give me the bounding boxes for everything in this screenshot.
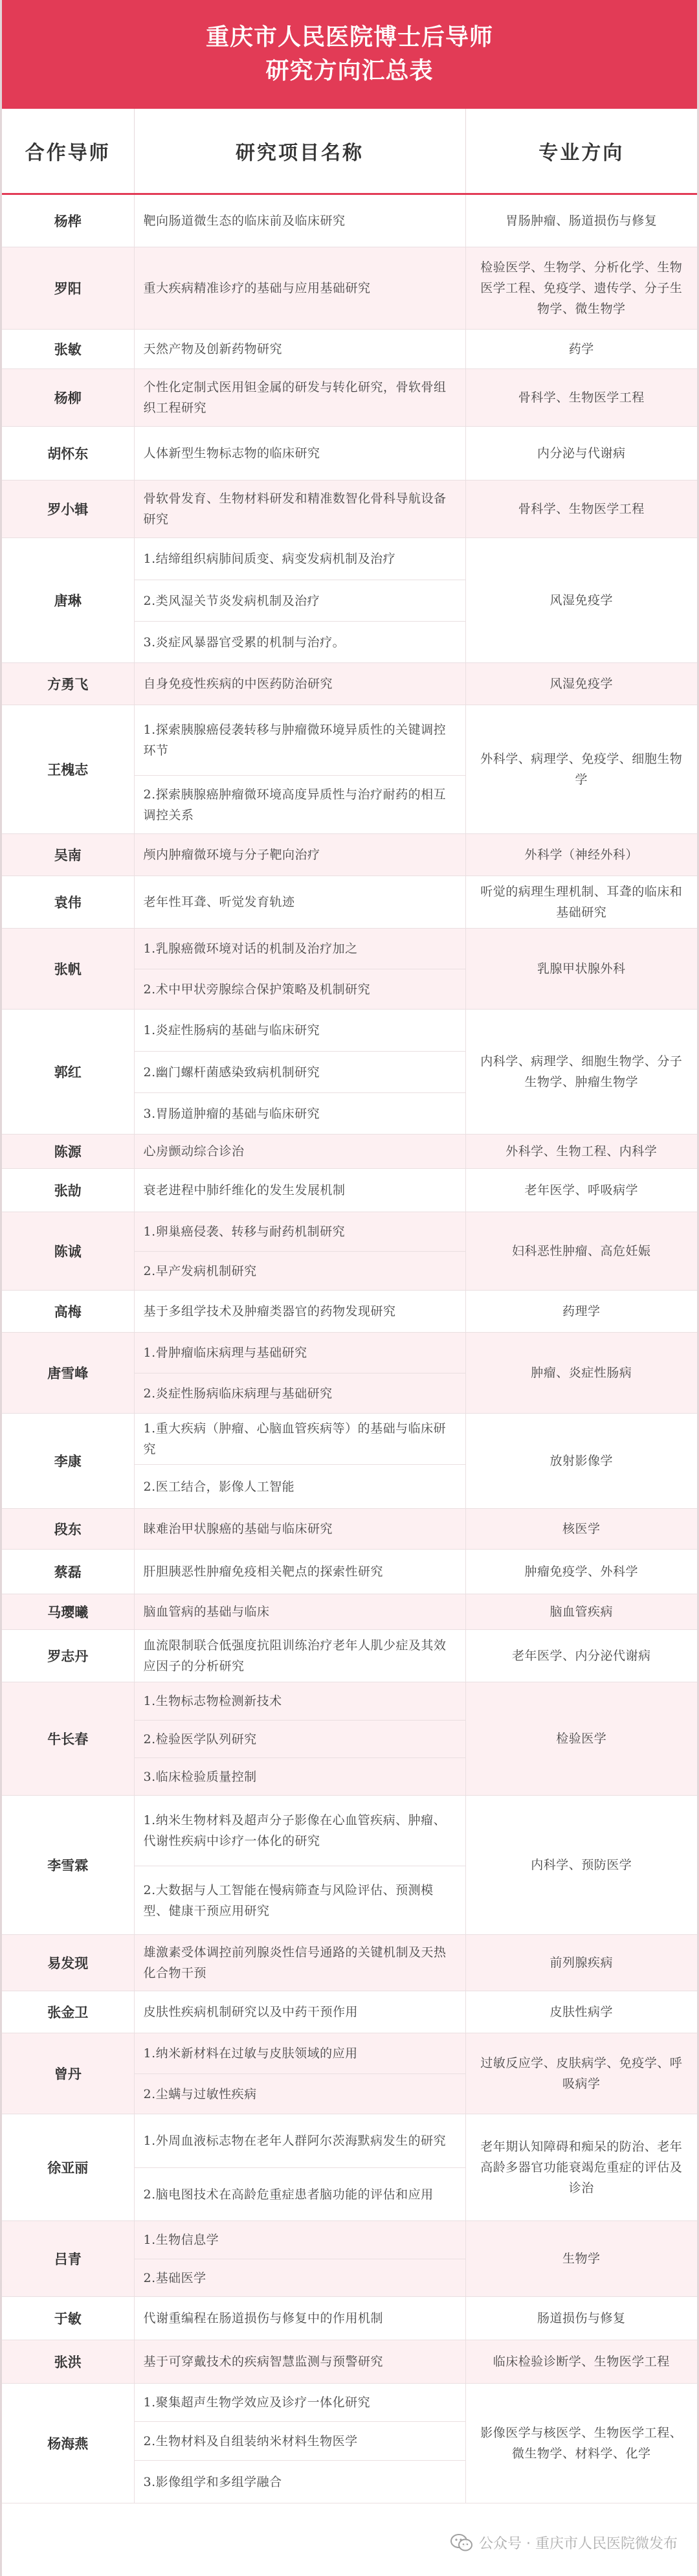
table-row — [2, 663, 697, 705]
project-cell — [134, 1550, 465, 1594]
mentor-name: 张劼 — [2, 1169, 134, 1212]
direction-cell: 药学 — [465, 330, 697, 369]
table-row — [2, 2221, 697, 2297]
project-item: 2.术中甲状旁腺综合保护策略及机制研究 — [135, 969, 465, 1009]
project-item: 心房颤动综合诊治 — [143, 1144, 245, 1158]
project-item: 2.大数据与人工智能在慢病筛查与风险评估、预测模型、健康干预应用研究 — [135, 1866, 465, 1934]
table-row — [2, 2114, 697, 2221]
direction-cell: 检验医学 — [465, 1682, 697, 1796]
project-item: 天然产物及创新药物研究 — [143, 342, 283, 356]
direction-cell: 乳腺甲状腺外科 — [465, 929, 697, 1010]
project-cell — [134, 2221, 465, 2297]
table-row — [2, 194, 697, 247]
project-item: 老年性耳聋、听觉发育轨迹 — [143, 895, 295, 909]
project-cell — [134, 834, 465, 876]
table-row — [2, 1169, 697, 1212]
project-cell — [134, 1630, 465, 1682]
header-direction: 专业方向 — [465, 109, 697, 194]
mentor-name: 高梅 — [2, 1291, 134, 1333]
mentor-name: 张敏 — [2, 330, 134, 369]
mentor-name: 吕青 — [2, 2221, 134, 2297]
mentor-name: 张金卫 — [2, 1991, 134, 2033]
project-cell — [134, 1169, 465, 1212]
table-row — [2, 876, 697, 929]
project-item: 颅内肿瘤微环境与分子靶向治疗 — [143, 848, 320, 862]
project-item: 1.卵巢癌侵袭、转移与耐药机制研究 — [143, 1225, 346, 1239]
project-item: 1.生物信息学 — [143, 2233, 219, 2247]
direction-cell: 老年期认知障碍和痴呆的防治、老年高龄多器官功能衰竭危重症的评估及诊治 — [465, 2114, 697, 2221]
mentor-name: 胡怀东 — [2, 427, 134, 480]
direction-cell: 肠道损伤与修复 — [465, 2297, 697, 2340]
mentor-name: 牛长春 — [2, 1682, 134, 1796]
project-item: 基于可穿戴技术的疾病智慧监测与预警研究 — [143, 2355, 384, 2369]
project-item: 1.重大疾病（肿瘤、心脑血管疾病等）的基础与临床研究 — [143, 1421, 447, 1456]
header-mentor: 合作导师 — [2, 109, 134, 194]
table-row — [2, 1414, 697, 1509]
mentor-name: 杨桦 — [2, 194, 134, 247]
mentor-name: 陈诚 — [2, 1212, 134, 1291]
mentor-name: 杨柳 — [2, 369, 134, 427]
mentor-name: 李康 — [2, 1414, 134, 1509]
project-cell — [134, 1414, 465, 1509]
project-item: 雄激素受体调控前列腺炎性信号通路的关键机制及天热化合物干预 — [143, 1945, 447, 1980]
project-item: 1.骨肿瘤临床病理与基础研究 — [143, 1346, 307, 1360]
direction-cell: 内分泌与代谢病 — [465, 427, 697, 480]
direction-cell: 肿瘤免疫学、外科学 — [465, 1550, 697, 1594]
project-cell — [134, 1935, 465, 1991]
direction-cell: 脑血管疾病 — [465, 1594, 697, 1630]
project-item: 2.脑电图技术在高龄危重症患者脑功能的评估和应用 — [135, 2167, 465, 2220]
project-item: 个性化定制式医用钽金属的研发与转化研究，骨软骨组织工程研究 — [143, 380, 447, 415]
direction-cell: 影像医学与核医学、生物医学工程、微生物学、材料学、化学 — [465, 2384, 697, 2503]
mentor-name: 马璎曦 — [2, 1594, 134, 1630]
mentor-name: 吴南 — [2, 834, 134, 876]
mentor-name: 王槐志 — [2, 705, 134, 834]
project-item: 1.乳腺癌微环境对话的机制及治疗加之 — [143, 942, 358, 956]
direction-cell: 检验医学、生物学、分析化学、生物医学工程、免疫学、遗传学、分子生物学、微生物学 — [465, 247, 697, 330]
project-cell — [134, 330, 465, 369]
direction-cell: 过敏反应学、皮肤病学、免疫学、呼吸病学 — [465, 2033, 697, 2114]
direction-cell: 骨科学、生物医学工程 — [465, 480, 697, 538]
direction-cell: 风湿免疫学 — [465, 538, 697, 663]
project-item: 自身免疫性疾病的中医药防治研究 — [143, 677, 333, 691]
direction-cell: 皮肤性病学 — [465, 1991, 697, 2033]
project-cell — [134, 2340, 465, 2384]
title-banner — [2, 0, 697, 109]
watermark — [447, 2531, 682, 2554]
direction-cell: 临床检验诊断学、生物医学工程 — [465, 2340, 697, 2384]
project-cell — [134, 1796, 465, 1935]
project-cell — [134, 2297, 465, 2340]
project-cell — [134, 1135, 465, 1169]
mentor-name: 段东 — [2, 1509, 134, 1550]
direction-cell: 骨科学、生物医学工程 — [465, 369, 697, 427]
project-cell — [134, 1333, 465, 1414]
table-row — [2, 834, 697, 876]
table-row — [2, 1682, 697, 1796]
direction-cell: 风湿免疫学 — [465, 663, 697, 705]
direction-cell: 核医学 — [465, 1509, 697, 1550]
project-cell — [134, 1991, 465, 2033]
project-item: 1.探索胰腺癌侵袭转移与肿瘤微环境异质性的关键调控环节 — [143, 723, 447, 758]
mentor-name: 蔡磊 — [2, 1550, 134, 1594]
project-item: 2.炎症性肠病临床病理与基础研究 — [135, 1373, 465, 1413]
project-cell — [134, 1010, 465, 1135]
project-cell — [134, 876, 465, 929]
project-cell — [134, 427, 465, 480]
direction-cell: 外科学、生物工程、内科学 — [465, 1135, 697, 1169]
project-item: 3.影像组学和多组学融合 — [135, 2460, 465, 2503]
wechat-icon — [450, 2534, 472, 2552]
table-row — [2, 1212, 697, 1291]
table-row — [2, 1550, 697, 1594]
table-row — [2, 2297, 697, 2340]
project-cell — [134, 1594, 465, 1630]
table-row — [2, 1594, 697, 1630]
table-row — [2, 369, 697, 427]
mentor-name: 袁伟 — [2, 876, 134, 929]
project-item: 血流限制联合低强度抗阻训练治疗老年人肌少症及其效应因子的分析研究 — [143, 1638, 447, 1673]
project-item: 2.生物材料及自组装纳米材料生物医学 — [135, 2421, 465, 2460]
project-cell — [134, 369, 465, 427]
mentor-name: 易发现 — [2, 1935, 134, 1991]
table-header-row — [2, 109, 697, 194]
table-row — [2, 1935, 697, 1991]
project-cell — [134, 194, 465, 247]
project-item: 骨软骨发育、生物材料研发和精准数智化骨科导航设备研究 — [143, 491, 447, 526]
project-cell — [134, 480, 465, 538]
table-row — [2, 427, 697, 480]
project-item: 2.类风湿关节炎发病机制及治疗 — [135, 580, 465, 621]
table-row — [2, 1796, 697, 1935]
table-row — [2, 1135, 697, 1169]
project-item: 重大疾病精准诊疗的基础与应用基础研究 — [143, 281, 371, 295]
table-row — [2, 1333, 697, 1414]
project-cell — [134, 2033, 465, 2114]
mentor-name: 张洪 — [2, 2340, 134, 2384]
project-item: 1.纳米生物材料及超声分子影像在心血管疾病、肿瘤、代谢性疾病中诊疗一体化的研究 — [143, 1813, 447, 1848]
title-line-1: 重庆市人民医院博士后导师 — [205, 24, 493, 51]
project-item: 1.聚集超声生物学效应及诊疗一体化研究 — [143, 2395, 371, 2410]
project-item: 皮肤性疾病机制研究以及中药干预作用 — [143, 2005, 359, 2019]
project-cell — [134, 2384, 465, 2503]
project-cell — [134, 705, 465, 834]
mentor-name: 陈源 — [2, 1135, 134, 1169]
project-item: 1.生物标志物检测新技术 — [143, 1694, 282, 1708]
project-item: 衰老进程中肺纤维化的发生发展机制 — [143, 1183, 346, 1197]
project-item: 基于多组学技术及肿瘤类器官的药物发现研究 — [143, 1304, 396, 1318]
table-row — [2, 2340, 697, 2384]
project-item: 代谢重编程在肠道损伤与修复中的作用机制 — [143, 2311, 384, 2325]
table-row — [2, 1991, 697, 2033]
table-row — [2, 480, 697, 538]
project-cell — [134, 1291, 465, 1333]
direction-cell: 老年医学、呼吸病学 — [465, 1169, 697, 1212]
project-item: 2.幽门螺杆菌感染致病机制研究 — [135, 1051, 465, 1092]
table-row — [2, 2384, 697, 2503]
table-body — [2, 194, 697, 2503]
table-row — [2, 1010, 697, 1135]
direction-cell: 前列腺疾病 — [465, 1935, 697, 1991]
direction-cell: 听觉的病理生理机制、耳聋的临床和基础研究 — [465, 876, 697, 929]
project-item: 1.纳米新材料在过敏与皮肤领域的应用 — [143, 2046, 358, 2061]
mentor-name: 张帆 — [2, 929, 134, 1010]
project-item: 2.医工结合，影像人工智能 — [135, 1464, 465, 1508]
project-item: 睐难治甲状腺癌的基础与临床研究 — [143, 1522, 333, 1536]
mentor-name: 郭红 — [2, 1010, 134, 1135]
direction-cell: 妇科恶性肿瘤、高危妊娠 — [465, 1212, 697, 1291]
direction-cell: 外科学、病理学、免疫学、细胞生物学 — [465, 705, 697, 834]
table-row — [2, 2033, 697, 2114]
mentor-name: 徐亚丽 — [2, 2114, 134, 2221]
project-cell — [134, 2114, 465, 2221]
table-row — [2, 538, 697, 663]
project-item: 2.尘螨与过敏性疾病 — [135, 2073, 465, 2114]
mentor-name: 罗小辑 — [2, 480, 134, 538]
direction-cell: 胃肠肿瘤、肠道损伤与修复 — [465, 194, 697, 247]
table-row — [2, 1291, 697, 1333]
project-item: 3.炎症风暴器官受累的机制与治疗。 — [135, 621, 465, 662]
mentor-name: 罗阳 — [2, 247, 134, 330]
watermark-text: 公众号 · 重庆市人民医院微发布 — [479, 2536, 678, 2552]
direction-cell: 放射影像学 — [465, 1414, 697, 1509]
mentor-name: 方勇飞 — [2, 663, 134, 705]
project-cell — [134, 1509, 465, 1550]
project-item: 靶向肠道微生态的临床前及临床研究 — [143, 214, 346, 228]
project-cell — [134, 929, 465, 1010]
project-item: 2.早产发病机制研究 — [135, 1251, 465, 1290]
project-item: 1.炎症性肠病的基础与临床研究 — [143, 1023, 320, 1037]
project-cell — [134, 247, 465, 330]
project-item: 3.临床检验质量控制 — [135, 1757, 465, 1795]
mentor-name: 于敏 — [2, 2297, 134, 2340]
direction-cell: 内科学、病理学、细胞生物学、分子生物学、肿瘤生物学 — [465, 1010, 697, 1135]
header-project: 研究项目名称 — [134, 109, 465, 194]
title-line-2: 研究方向汇总表 — [265, 58, 434, 84]
direction-cell: 生物学 — [465, 2221, 697, 2297]
table-row — [2, 1630, 697, 1682]
mentor-name: 李雪霖 — [2, 1796, 134, 1935]
project-item: 1.外周血液标志物在老年人群阿尔茨海默病发生的研究 — [143, 2134, 447, 2148]
direction-cell: 肿瘤、炎症性肠病 — [465, 1333, 697, 1414]
project-item: 肝胆胰恶性肿瘤免疫相关靶点的探索性研究 — [143, 1565, 384, 1579]
direction-cell: 内科学、预防医学 — [465, 1796, 697, 1935]
table-row — [2, 929, 697, 1010]
mentor-name: 曾丹 — [2, 2033, 134, 2114]
table-row — [2, 1509, 697, 1550]
project-item: 2.基础医学 — [135, 2259, 465, 2296]
direction-cell: 外科学（神经外科） — [465, 834, 697, 876]
mentor-table — [2, 109, 697, 2503]
project-item: 脑血管病的基础与临床 — [143, 1605, 270, 1619]
project-item: 1.结缔组织病肺间质变、病变发病机制及治疗 — [143, 552, 396, 566]
project-cell — [134, 1682, 465, 1796]
project-item: 2.探索胰腺癌肿瘤微环境高度异质性与治疗耐药的相互调控关系 — [135, 775, 465, 833]
project-cell — [134, 1212, 465, 1291]
table-row — [2, 705, 697, 834]
project-cell — [134, 538, 465, 663]
mentor-name: 罗志丹 — [2, 1630, 134, 1682]
project-item: 2.检验医学队列研究 — [135, 1720, 465, 1757]
table-row — [2, 330, 697, 369]
project-cell — [134, 663, 465, 705]
direction-cell: 药理学 — [465, 1291, 697, 1333]
mentor-name: 唐琳 — [2, 538, 134, 663]
project-item: 人体新型生物标志物的临床研究 — [143, 446, 320, 460]
mentor-name: 杨海燕 — [2, 2384, 134, 2503]
direction-cell: 老年医学、内分泌代谢病 — [465, 1630, 697, 1682]
project-item: 3.胃肠道肿瘤的基础与临床研究 — [135, 1092, 465, 1134]
mentor-name: 唐雪峰 — [2, 1333, 134, 1414]
table-row — [2, 247, 697, 330]
